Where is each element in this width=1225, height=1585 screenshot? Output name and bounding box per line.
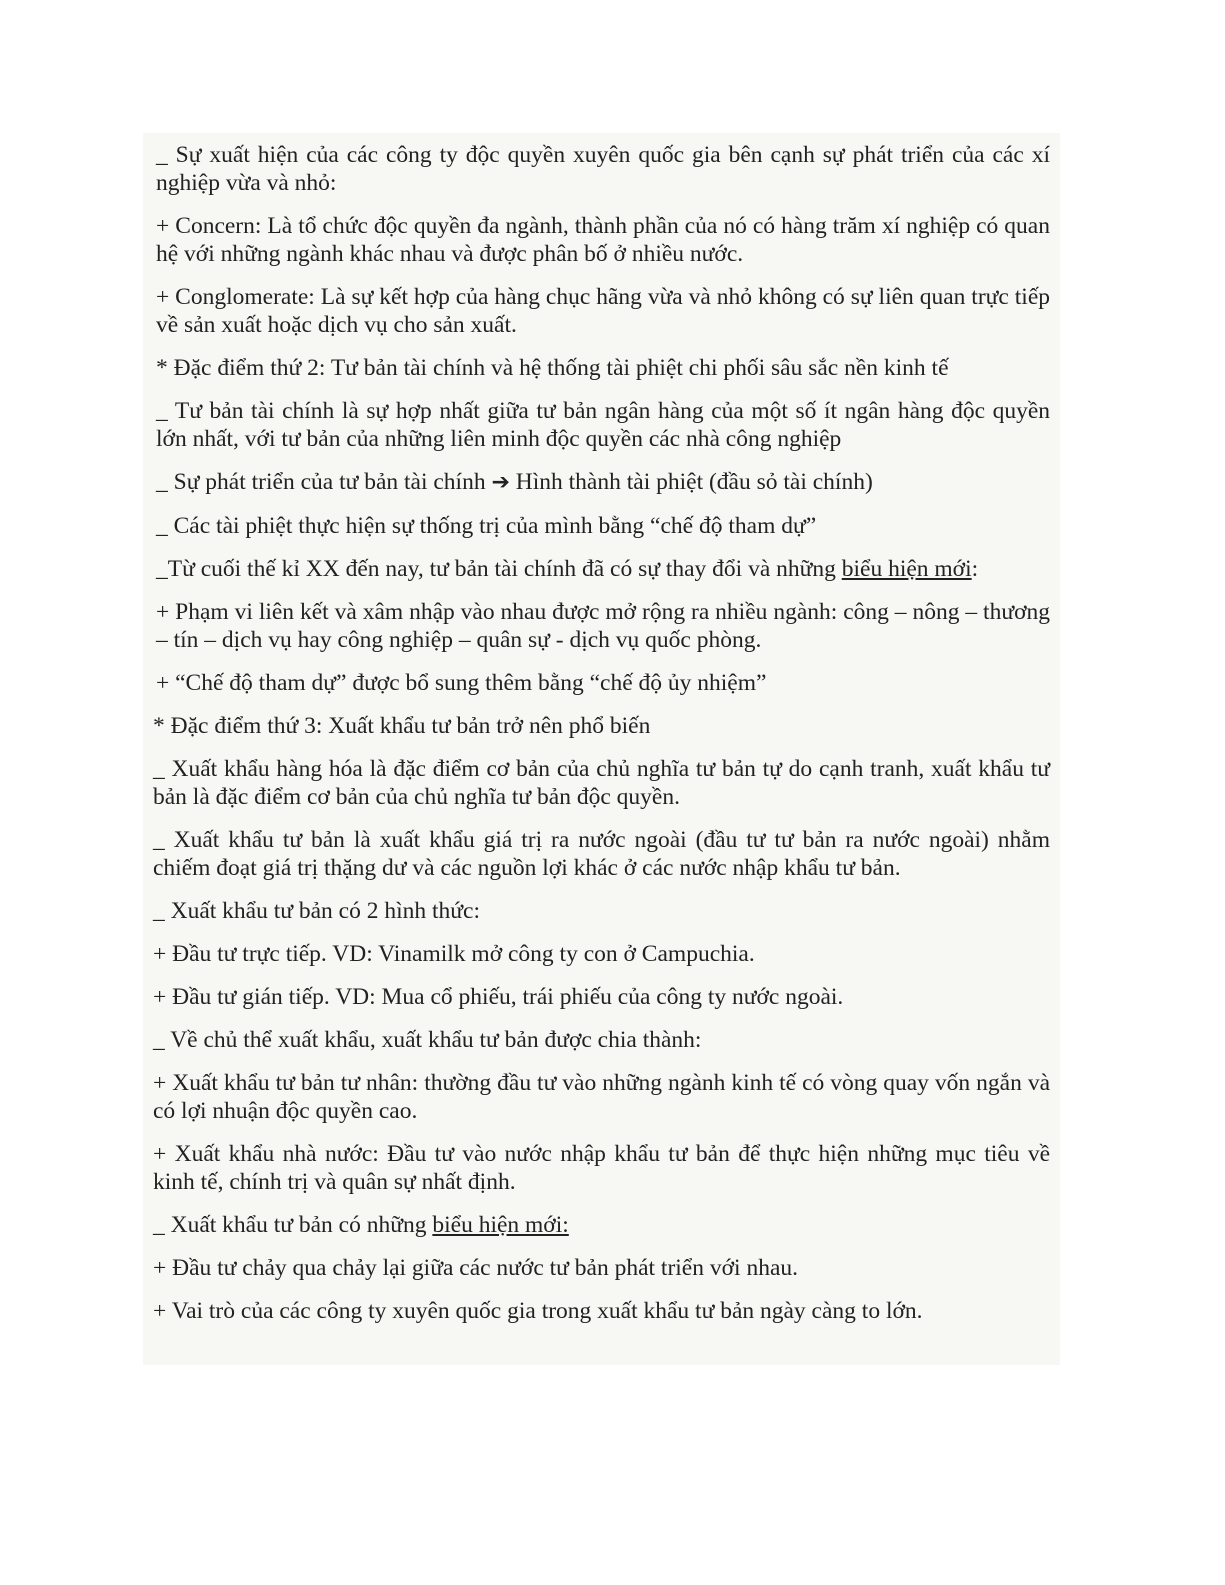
paragraph xyxy=(153,826,1050,882)
paragraph-text: Hình thành tài phiệt (đầu sỏ tài chính) xyxy=(515,469,873,495)
paragraph xyxy=(153,1254,1050,1282)
paragraph xyxy=(153,940,1050,968)
paragraph-text: _ Sự phát triển của tư bản tài chính xyxy=(156,469,492,495)
paragraph xyxy=(153,1069,1050,1125)
paragraph-text: _ Về chủ thể xuất khẩu, xuất khẩu tư bản được chia thành: xyxy=(153,1027,702,1053)
paragraph xyxy=(153,1026,1050,1054)
paragraph-text: _ Xuất khẩu tư bản có những xyxy=(153,1212,433,1238)
paragraph-text: + Vai trò của các công ty xuyên quốc gia trong xuất khẩu tư bản ngày càng to lớn. xyxy=(153,1298,923,1324)
paragraph xyxy=(153,897,1050,925)
paragraph-text: + Conglomerate: Là sự kết hợp của hàng chục hãng vừa và nhỏ không có sự liên quan trực tiếp về sản xuất hoặc dịch vụ cho sản xuất. xyxy=(156,284,1050,338)
paragraph xyxy=(153,669,1050,697)
paragraph-text: * Đặc điểm thứ 3: Xuất khẩu tư bản trở nên phổ biến xyxy=(153,713,651,739)
paragraph-text: + Xuất khẩu nhà nước: Đầu tư vào nước nhập khẩu tư bản để thực hiện những mục tiêu về kinh tế, chính trị và quân sự nhất định. xyxy=(153,1141,1050,1195)
paragraph-text: _ Xuất khẩu tư bản là xuất khẩu giá trị ra nước ngoài (đầu tư tư bản ra nước ngoài) nhằm chiếm đoạt giá trị thặng dư và các nguồn lợi khác ở các nước nhập khẩu tư bản. xyxy=(153,827,1050,881)
paragraph-text: * Đặc điểm thứ 2: Tư bản tài chính và hệ thống tài phiệt chi phối sâu sắc nền kinh tế xyxy=(156,355,949,381)
paragraph xyxy=(153,1297,1050,1325)
paragraph xyxy=(153,712,1050,740)
document-text-block xyxy=(143,133,1060,1365)
paragraph-text: _ Tư bản tài chính là sự hợp nhất giữa tư bản ngân hàng của một số ít ngân hàng độc quyền lớn nhất, với tư bản của những liên minh độc quyền các nhà công nghiệp xyxy=(156,398,1050,452)
paragraph-text: + “Chế độ tham dự” được bổ sung thêm bằng “chế độ ủy nhiệm” xyxy=(156,670,767,696)
paragraph xyxy=(153,397,1050,453)
paragraph xyxy=(153,755,1050,811)
paragraph xyxy=(153,1140,1050,1196)
paragraph-text: _Từ cuối thế kỉ XX đến nay, tư bản tài chính đã có sự thay đổi và những xyxy=(156,556,842,582)
paragraph xyxy=(153,983,1050,1011)
paragraph-text: _ Xuất khẩu hàng hóa là đặc điểm cơ bản của chủ nghĩa tư bản tự do cạnh tranh, xuất khẩu tư bản là đặc điểm cơ bản của chủ nghĩa tư bản độc quyền. xyxy=(153,756,1050,810)
paragraph-text: _ Các tài phiệt thực hiện sự thống trị của mình bằng “chế độ tham dự” xyxy=(156,513,817,539)
underlined-text: biểu hiện mới xyxy=(841,556,972,582)
paragraph-text: + Đầu tư chảy qua chảy lại giữa các nước tư bản phát triển với nhau. xyxy=(153,1255,798,1281)
paragraph xyxy=(153,512,1050,540)
paragraph-text: + Đầu tư trực tiếp. VD: Vinamilk mở công ty con ở Campuchia. xyxy=(153,941,755,967)
paragraph xyxy=(153,598,1050,654)
paragraph xyxy=(153,283,1050,339)
paragraph-text: + Concern: Là tổ chức độc quyền đa ngành, thành phần của nó có hàng trăm xí nghiệp có quan hệ với những ngành khác nhau và được phân bố ở nhiều nước. xyxy=(156,213,1050,267)
paragraph xyxy=(153,468,1050,497)
paragraph-text: + Phạm vi liên kết và xâm nhập vào nhau được mở rộng ra nhiều ngành: công – nông – thương – tín – dịch vụ hay công nghiệp – quân sự - dịch vụ quốc phòng. xyxy=(156,599,1050,653)
paragraph-text: _ Xuất khẩu tư bản có 2 hình thức: xyxy=(153,898,480,924)
paragraph-text: + Đầu tư gián tiếp. VD: Mua cổ phiếu, trái phiếu của công ty nước ngoài. xyxy=(153,984,844,1010)
paragraph xyxy=(153,354,1050,382)
paragraph xyxy=(153,141,1050,197)
paragraph-text: : xyxy=(971,556,979,582)
paragraph xyxy=(153,555,1050,583)
paragraph-text: _ Sự xuất hiện của các công ty độc quyền xuyên quốc gia bên cạnh sự phát triển của các xí nghiệp vừa và nhỏ: xyxy=(156,142,1050,196)
paragraph xyxy=(153,212,1050,268)
paragraph xyxy=(153,1211,1050,1239)
arrow-right-icon: ➔ xyxy=(491,470,510,495)
underlined-text: biểu hiện mới: xyxy=(432,1212,569,1238)
paragraph-text: + Xuất khẩu tư bản tư nhân: thường đầu tư vào những ngành kinh tế có vòng quay vốn ngắn và có lợi nhuận độc quyền cao. xyxy=(153,1070,1050,1124)
